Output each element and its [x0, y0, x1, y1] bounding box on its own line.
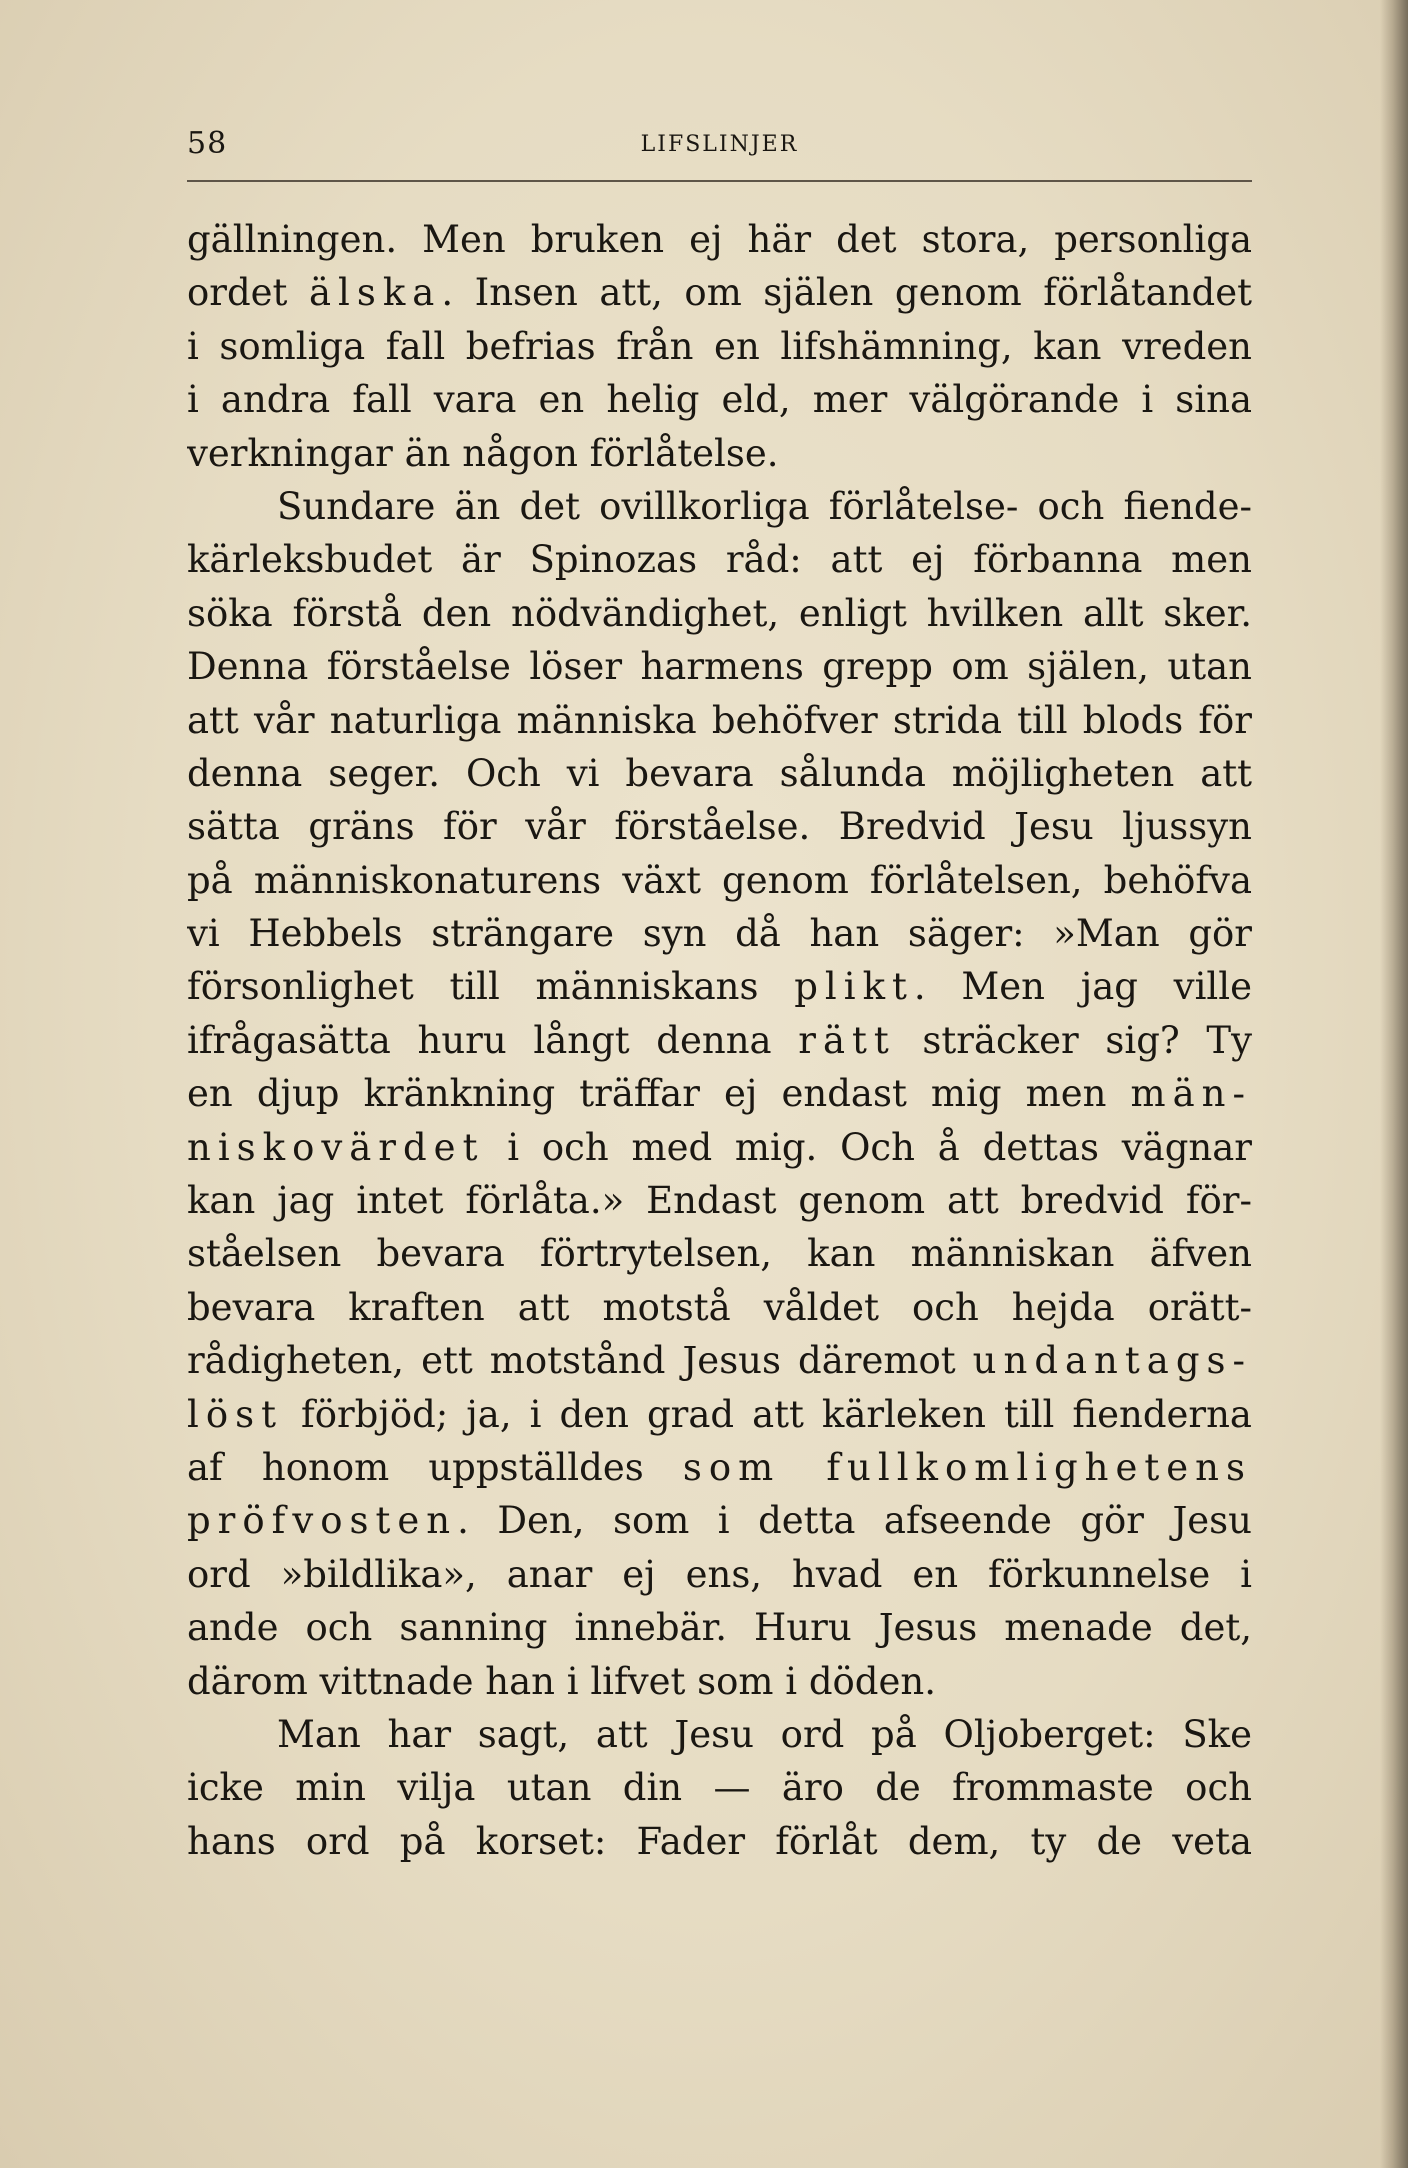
- text-line: [187, 1388, 1252, 1441]
- text-segment: . Den, som i detta afseende gör Jesu: [457, 1499, 1252, 1543]
- text-segment: ordet: [187, 271, 309, 315]
- text-line: [187, 1121, 1252, 1174]
- text-line: [187, 587, 1252, 640]
- text-segment: ifrågasätta huru långt denna: [187, 1018, 799, 1062]
- text-segment: hans ord på korset: Fader förlåt dem, ty de veta: [187, 1819, 1252, 1863]
- emphasized-text: älska: [308, 271, 442, 315]
- body-text: [187, 213, 1252, 1868]
- text-line: [187, 480, 1252, 533]
- text-line: [187, 1014, 1252, 1067]
- text-segment: därom vittnade han i lifvet som i döden.: [187, 1659, 936, 1703]
- text-segment: Denna förståelse löser harmens grepp om själen, utan: [187, 645, 1252, 689]
- emphasized-text: löst: [187, 1392, 283, 1436]
- text-line: [187, 1815, 1252, 1868]
- text-line: [187, 427, 1252, 480]
- text-segment: ståelsen bevara förtrytelsen, kan människan äfven: [187, 1232, 1252, 1276]
- text-segment: ande och sanning innebär. Huru Jesus menade det,: [187, 1606, 1252, 1650]
- text-line: [187, 1548, 1252, 1601]
- text-line: [187, 960, 1252, 1013]
- page-number: 58: [187, 126, 228, 161]
- text-line: [187, 266, 1252, 319]
- text-segment: att vår naturliga människa behöfver strida till blods för: [187, 698, 1252, 742]
- text-segment: söka förstå den nödvändighet, enligt hvilken allt sker.: [187, 591, 1252, 635]
- text-segment: Man har sagt, att Jesu ord på Oljoberget: Ske: [277, 1712, 1252, 1756]
- text-segment: af honom uppställdes: [187, 1445, 683, 1489]
- text-line: [187, 854, 1252, 907]
- text-line: [187, 213, 1252, 266]
- emphasized-text: rätt: [798, 1018, 896, 1062]
- text-line: [187, 1067, 1252, 1120]
- running-title: LIFSLINJER: [640, 132, 799, 157]
- text-line: [187, 533, 1252, 586]
- text-line: [187, 1494, 1252, 1547]
- text-line: [187, 694, 1252, 747]
- text-line: [187, 747, 1252, 800]
- page-header: [187, 126, 1252, 170]
- emphasized-text: pröfvosten: [187, 1499, 458, 1543]
- text-segment: försonlighet till människans: [187, 965, 795, 1009]
- text-line: [187, 373, 1252, 426]
- text-segment: bevara kraften att motstå våldet och hejda orätt-: [187, 1285, 1252, 1329]
- text-line: [187, 1334, 1252, 1387]
- emphasized-text: plikt: [794, 965, 914, 1009]
- text-line: [187, 907, 1252, 960]
- text-segment: verkningar än någon förlåtelse.: [187, 431, 779, 475]
- text-segment: sätta gräns för vår förståelse. Bredvid Jesu ljussyn: [187, 805, 1252, 849]
- text-segment: Sundare än det ovillkorliga förlåtelse- och fiende-: [277, 484, 1252, 528]
- text-line: [187, 1174, 1252, 1227]
- text-line: [187, 1708, 1252, 1761]
- text-segment: denna seger. Och vi bevara sålunda möjligheten att: [187, 751, 1252, 795]
- text-segment: på människonaturens växt genom förlåtelsen, behöfva: [187, 858, 1252, 902]
- text-line: [187, 1281, 1252, 1334]
- text-segment: i somliga fall befrias från en lifshämning, kan vreden: [187, 324, 1252, 368]
- emphasized-text: män-: [1130, 1072, 1252, 1116]
- text-segment: gällningen. Men bruken ej här det stora, personliga: [187, 218, 1252, 261]
- text-line: [187, 1601, 1252, 1654]
- text-segment: vi Hebbels strängare syn då han säger: »Man gör: [187, 912, 1252, 956]
- text-segment: kärleksbudet är Spinozas råd: att ej förbanna men: [187, 538, 1252, 582]
- text-segment: i och med mig. Och å dettas vägnar: [484, 1125, 1252, 1169]
- emphasized-text: undantags-: [972, 1339, 1252, 1383]
- text-segment: förbjöd; ja, i den grad att kärleken till fienderna: [282, 1392, 1252, 1436]
- text-segment: i andra fall vara en helig eld, mer välgörande i sina: [187, 378, 1252, 422]
- text-line: [187, 1441, 1252, 1494]
- header-rule: [187, 180, 1252, 182]
- text-line: [187, 1227, 1252, 1280]
- emphasized-text: niskovärdet: [187, 1125, 485, 1169]
- text-line: [187, 320, 1252, 373]
- text-segment: kan jag intet förlåta.» Endast genom att bredvid för-: [187, 1179, 1252, 1223]
- text-line: [187, 800, 1252, 853]
- text-segment: . Men jag ville: [913, 965, 1252, 1009]
- text-segment: icke min vilja utan din — äro de frommaste och: [187, 1766, 1252, 1810]
- text-line: [187, 1655, 1252, 1708]
- emphasized-text: som fullkomlighetens: [682, 1445, 1252, 1489]
- text-segment: en djup kränkning träffar ej endast mig men: [187, 1072, 1131, 1116]
- text-line: [187, 640, 1252, 693]
- text-segment: rådigheten, ett motstånd Jesus däremot: [187, 1339, 973, 1383]
- text-segment: sträcker sig? Ty: [895, 1018, 1252, 1062]
- page-spine-shadow: [1380, 0, 1408, 2168]
- text-segment: ord »bildlika», anar ej ens, hvad en förkunnelse i: [187, 1552, 1252, 1596]
- text-line: [187, 1761, 1252, 1814]
- text-segment: . Insen att, om själen genom förlåtandet: [441, 271, 1252, 315]
